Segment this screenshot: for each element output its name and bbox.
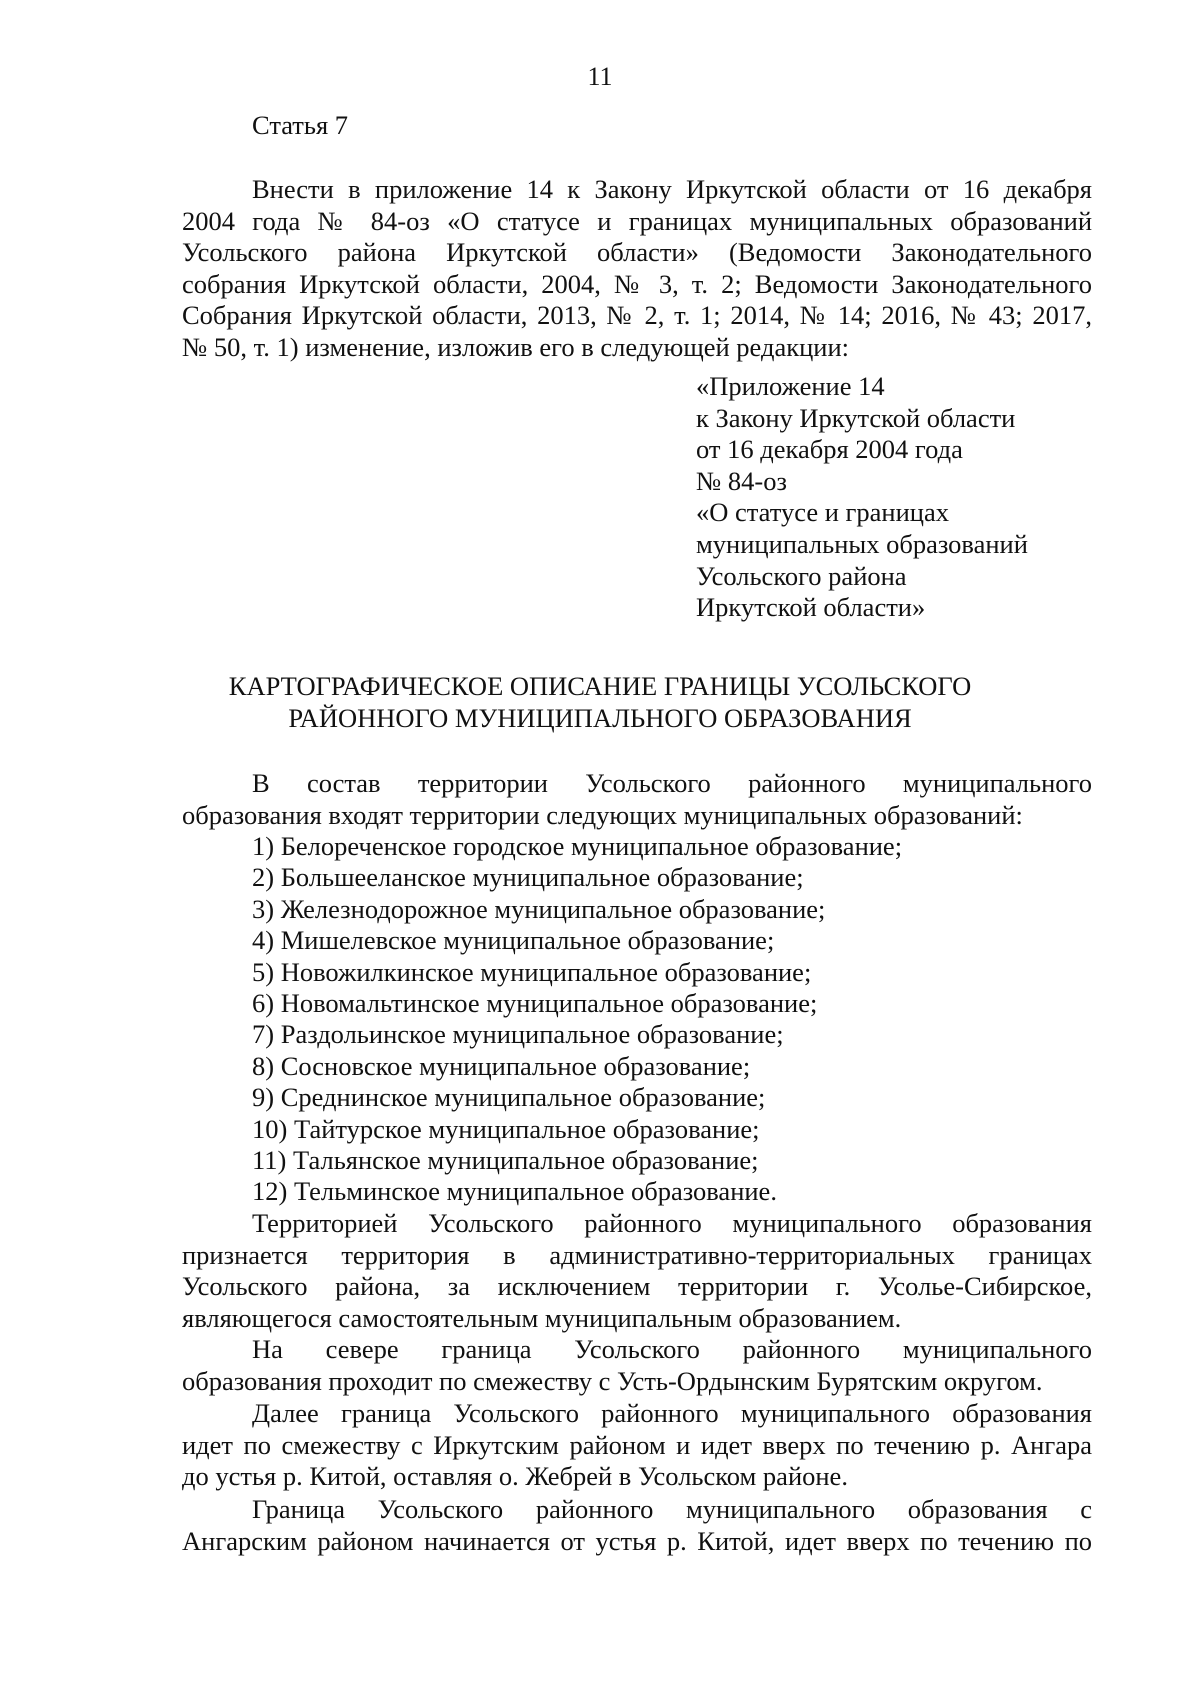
text-line: Граница Усольского районного муниципального образования с — [252, 1494, 1092, 1524]
list-item: 10) Тайтурское муниципальное образование; — [252, 1113, 760, 1144]
appendix-line: Усольского района — [696, 560, 907, 591]
page-number: 11 — [587, 62, 613, 91]
heading-line: РАЙОННОГО МУНИЦИПАЛЬНОГО ОБРАЗОВАНИЯ — [288, 703, 912, 733]
list-item: 9) Среднинское муниципальное образование; — [252, 1082, 766, 1113]
text-line: идет по смежеству с Иркутским районом и идет вверх по течению р. Ангара — [182, 1429, 1092, 1460]
text-line: являющегося самостоятельным муниципальным образованием. — [182, 1302, 902, 1333]
text-line: Территорией Усольского районного муниципального образования — [252, 1208, 1092, 1238]
section-heading — [0, 670, 1200, 734]
text-line: до устья р. Китой, оставляя о. Жебрей в Усольском районе. — [182, 1461, 848, 1491]
further-paragraph — [182, 1398, 1092, 1493]
list-item: 2) Большееланское муниципальное образование; — [252, 862, 804, 893]
text-line: Усольского района, за исключением территории г. Усолье-Сибирское, — [182, 1271, 1092, 1301]
list-item: 1) Белореченское городское муниципальное образование; — [252, 831, 903, 861]
angarsk-paragraph — [182, 1494, 1092, 1557]
text-line: Внести в приложение 14 к Закону Иркутской области от 16 декабря — [252, 174, 1092, 204]
list-item: 3) Железнодорожное муниципальное образование; — [252, 893, 826, 924]
text-line: Ангарским районом начинается от устья р. Китой, идет вверх по течению по — [182, 1525, 1092, 1556]
appendix-line: № 84-оз — [696, 465, 787, 496]
appendix-line: к Закону Иркутской области — [696, 402, 1016, 433]
text-line: На севере граница Усольского районного муниципального — [252, 1334, 1092, 1364]
text-line: признается территория в административно-территориальных границах — [182, 1239, 1092, 1270]
text-line: Усольского района Иркутской области» (Ведомости Законодательного — [182, 237, 1092, 267]
text-line: В состав территории Усольского районного муниципального — [252, 768, 1092, 798]
territory-paragraph — [182, 1208, 1092, 1334]
text-line: образования проходит по смежеству с Усть-Ордынским Бурятским округом. — [182, 1365, 1043, 1396]
list-item: 11) Тальянское муниципальное образование; — [252, 1145, 759, 1176]
article-title: Статья 7 — [252, 110, 349, 140]
appendix-line: «Приложение 14 — [696, 371, 885, 401]
appendix-line: Иркутской области» — [696, 592, 926, 623]
list-item: 7) Раздольинское муниципальное образование; — [252, 1019, 784, 1050]
text-line: 2004 года № 84-оз «О статусе и границах муниципальных образований — [182, 205, 1092, 236]
appendix-header — [696, 371, 1028, 624]
text-line: Собрания Иркутской области, 2013, № 2, т. 1; 2014, № 14; 2016, № 43; 2017, — [182, 300, 1092, 330]
heading-line: КАРТОГРАФИЧЕСКОЕ ОПИСАНИЕ ГРАНИЦЫ УСОЛЬСКОГО — [228, 671, 972, 701]
appendix-line: муниципальных образований — [696, 528, 1028, 559]
municipality-list — [252, 831, 902, 1208]
appendix-line: «О статусе и границах — [696, 497, 949, 528]
appendix-line: от 16 декабря 2004 года — [696, 434, 963, 465]
list-item: 6) Новомальтинское муниципальное образование; — [252, 988, 818, 1019]
composition-paragraph — [182, 768, 1092, 831]
north-paragraph — [182, 1334, 1092, 1397]
list-item: 12) Тельминское муниципальное образование. — [252, 1176, 777, 1207]
text-line: собрания Иркутской области, 2004, № 3, т. 2; Ведомости Законодательного — [182, 268, 1092, 299]
list-item: 4) Мишелевское муниципальное образование; — [252, 925, 775, 956]
text-line: образования входят территории следующих муниципальных образований: — [182, 799, 1023, 830]
list-item: 8) Сосновское муниципальное образование; — [252, 1050, 751, 1081]
text-line: Далее граница Усольского районного муниципального образования — [252, 1398, 1092, 1428]
text-line: № 50, т. 1) изменение, изложив его в следующей редакции: — [182, 331, 849, 362]
intro-paragraph — [182, 174, 1092, 363]
list-item: 5) Новожилкинское муниципальное образование; — [252, 956, 812, 987]
